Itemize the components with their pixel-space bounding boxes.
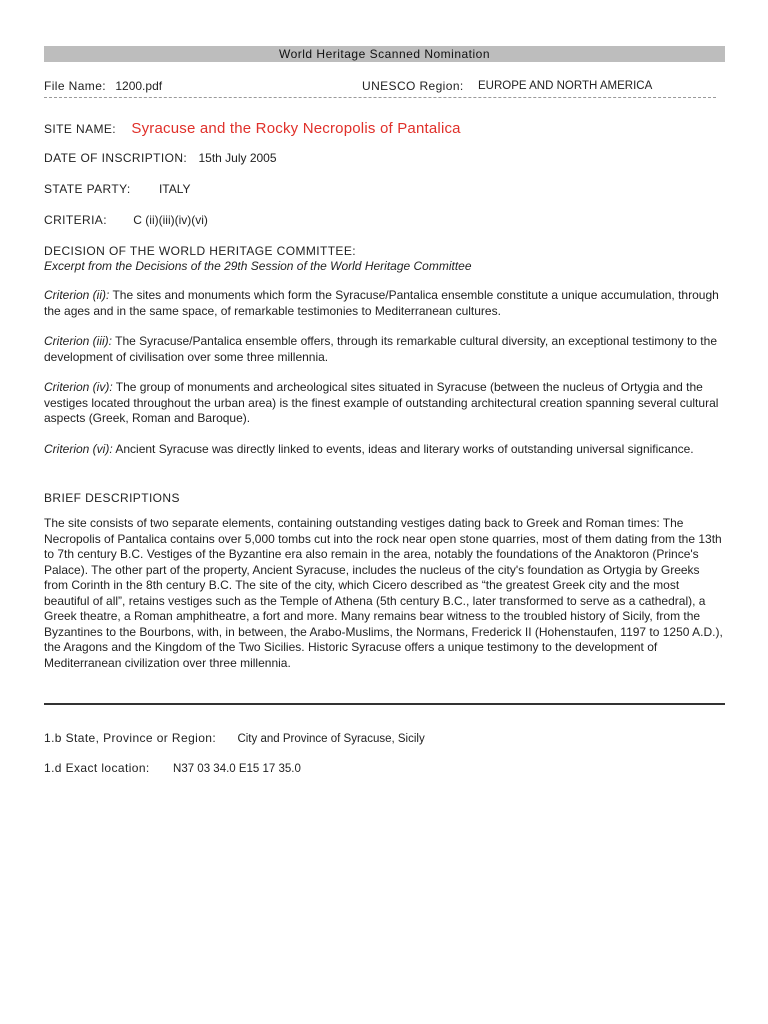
criterion-label: Criterion (iii): xyxy=(44,334,113,348)
exact-location-label: 1.d Exact location: xyxy=(44,761,150,775)
site-name-value: Syracuse and the Rocky Necropolis of Pantalica xyxy=(131,120,461,137)
document-header-bar xyxy=(44,46,725,62)
criterion-text: The group of monuments and archeological sites situated in Syracuse (between the nucleus of Ortygia and the vestiges located throughout the urban area) is the finest example of outstanding architectural creation spanning several cultural aspects (Greek, Roman and Baroque). xyxy=(44,380,719,425)
criterion-paragraph xyxy=(44,288,725,319)
decision-title: DECISION OF THE WORLD HERITAGE COMMITTEE: xyxy=(44,244,356,258)
region-row xyxy=(44,731,725,746)
decision-excerpt: Excerpt from the Decisions of the 29th Session of the World Heritage Committee xyxy=(44,259,472,273)
state-party-row xyxy=(44,182,725,197)
dashed-divider xyxy=(44,97,716,98)
site-name-row xyxy=(44,120,725,138)
brief-descriptions-title: BRIEF DESCRIPTIONS xyxy=(44,491,180,505)
inscription-date-value: 15th July 2005 xyxy=(198,151,277,165)
document-page xyxy=(44,46,725,776)
criterion-text: The Syracuse/Pantalica ensemble offers, through its remarkable cultural diversity, an exceptional testimony to the development of civilisation over some three millennia. xyxy=(44,334,717,364)
file-name-label: File Name: xyxy=(44,79,107,93)
document-header-title: World Heritage Scanned Nomination xyxy=(278,47,491,61)
criterion-paragraph xyxy=(44,380,725,427)
region-label: 1.b State, Province or Region: xyxy=(44,731,217,745)
criterion-label: Criterion (vi): xyxy=(44,441,113,456)
file-name-value: 1200.pdf xyxy=(115,79,163,93)
inscription-date-row xyxy=(44,151,725,166)
criterion-paragraph xyxy=(44,442,725,458)
section-divider xyxy=(44,703,725,705)
criterion-label: Criterion (iv): xyxy=(44,380,113,394)
criteria-label: CRITERIA: xyxy=(44,213,107,227)
criterion-text: The sites and monuments which form the Syracuse/Pantalica ensemble constitute a unique accumulation, through the ages and in the same space, of remarkable testimonies to Mediterranean cultures. xyxy=(44,288,719,318)
criterion-paragraph xyxy=(44,334,725,365)
region-value: City and Province of Syracuse, Sicily xyxy=(237,733,425,745)
decision-section xyxy=(44,244,725,274)
unesco-region-value: EUROPE AND NORTH AMERICA xyxy=(478,80,653,92)
file-info-row xyxy=(44,79,725,94)
criterion-text: Ancient Syracuse was directly linked to events, ideas and literary works of outstanding universal significance. xyxy=(112,441,694,456)
inscription-date-label: DATE OF INSCRIPTION: xyxy=(44,151,188,165)
criterion-label: Criterion (ii): xyxy=(44,288,110,302)
criteria-value: C (ii)(iii)(iv)(vi) xyxy=(133,213,208,227)
criteria-row xyxy=(44,213,725,228)
exact-location-value: N37 03 34.0 E15 17 35.0 xyxy=(173,763,301,775)
brief-description-text: The site consists of two separate elements, containing outstanding vestiges dating back to Greek and Roman times: The Necropolis of Pantalica contains over 5,000 tombs cut into the rock near open stone quarries, most of them dating from the 13th to 7th century B.C. Vestiges of the Byzantine era also remain in the area, notably the foundations of the Anaktoron (Prince's Palace). The other part of the property, Ancient Syracuse, includes the nucleus of the city's foundation as Ortygia by Greeks from Corinth in the 8th century B.C. The site of the city, which Cicero described as “the greatest Greek city and the most beautiful of all”, retains vestiges such as the Temple of Athena (5th century B.C., later transformed to serve as a cathedral), a Greek theatre, a Roman amphitheatre, a fort and more. Many remains bear witness to the troubled history of Sicily, from the Byzantines to the Bourbons, with, in between, the Arabo-Muslims, the Normans, Frederick II (Hohenstaufen, 1197 to 1250 A.D.), the Aragons and the Kingdom of the Two Sicilies. Historic Syracuse offers a unique testimony to the development of Mediterranean civilization over three millennia. xyxy=(44,516,723,670)
state-party-label: STATE PARTY: xyxy=(44,182,131,196)
exact-location-row xyxy=(44,761,725,776)
unesco-region-label: UNESCO Region: xyxy=(362,79,464,93)
state-party-value: ITALY xyxy=(158,182,191,196)
site-name-label: SITE NAME: xyxy=(44,122,117,136)
